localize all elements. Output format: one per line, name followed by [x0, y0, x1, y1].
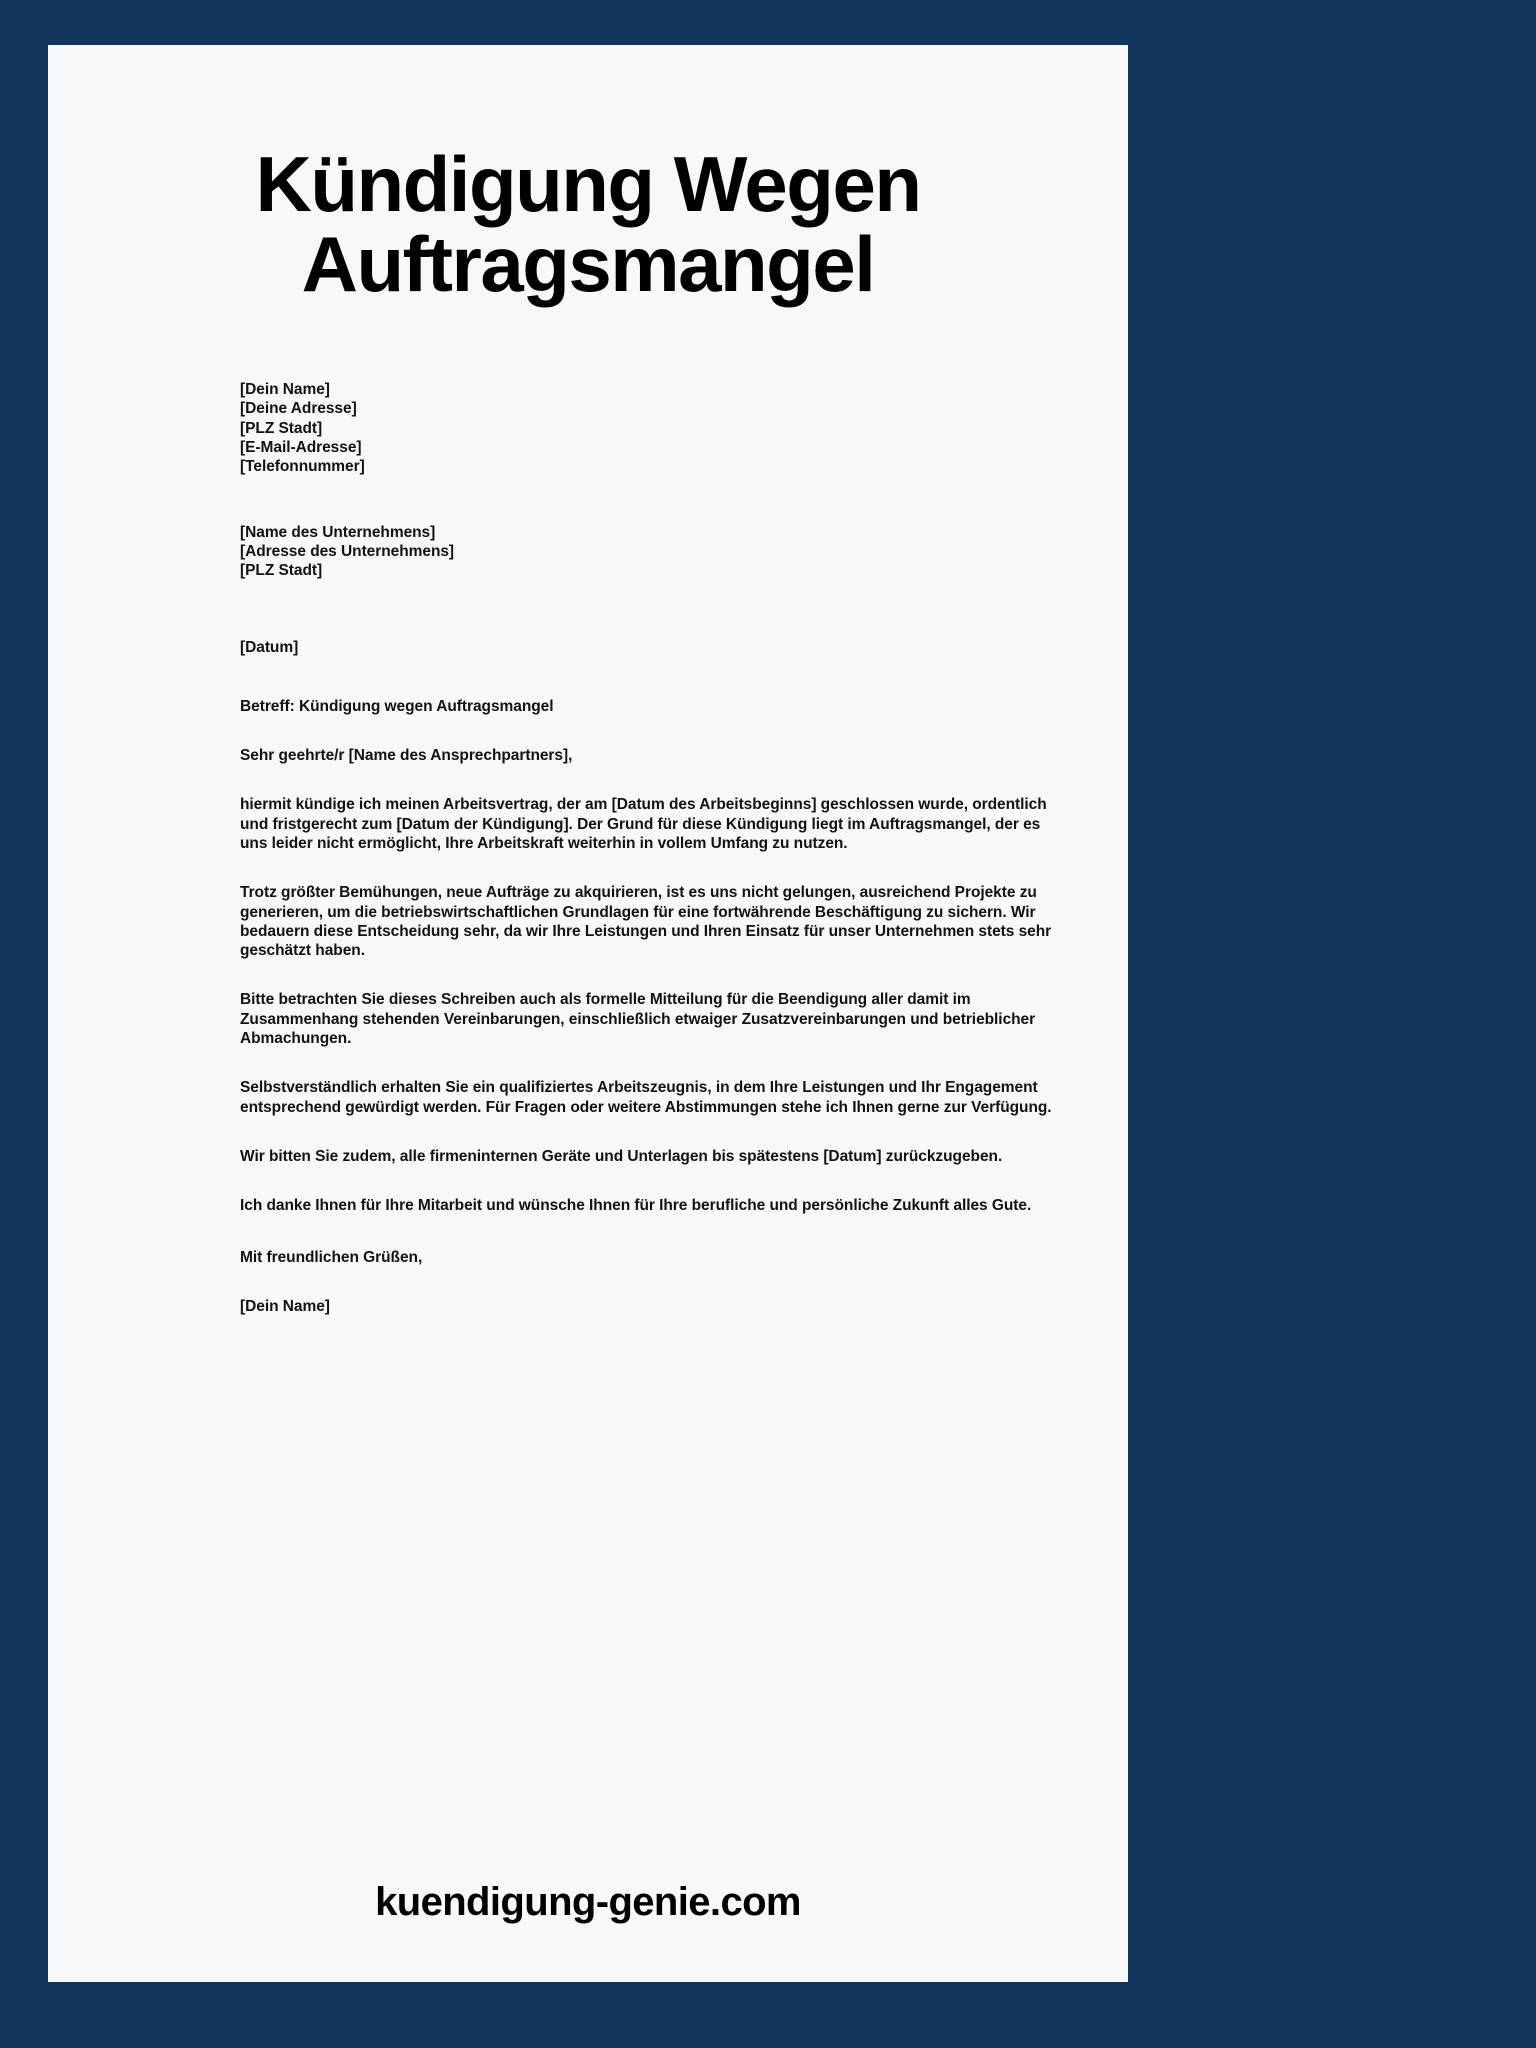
subject-text: Betreff: Kündigung wegen Auftragsmangel — [240, 697, 554, 715]
salutation — [240, 746, 1066, 765]
subject-line — [240, 697, 1066, 716]
recipient-address-block — [240, 523, 1066, 581]
closing-text: Mit freundlichen Grüßen, — [240, 1248, 423, 1266]
recipient-company-city: [PLZ Stadt] — [240, 562, 323, 580]
sender-phone: [Telefonnummer] — [240, 458, 365, 476]
sender-name: [Dein Name] — [240, 381, 330, 399]
body-paragraph-3: Bitte betrachten Sie dieses Schreiben auch als formelle Mitteilung für die Beendigung aller damit im Zusammenhang stehenden Vereinbarungen, einschließlich etwaiger Zusatzvereinbarungen und betrieblicher Abmachungen. — [240, 991, 1036, 1048]
salutation-text: Sehr geehrte/r [Name des Ansprechpartners], — [240, 747, 573, 765]
signature-block — [240, 1297, 1066, 1316]
document-card — [48, 45, 1128, 1982]
body-paragraph-1: hiermit kündige ich meinen Arbeitsvertrag, der am [Datum des Arbeitsbeginns] geschlossen wurde, ordentlich und fristgerecht zum [Datum der Kündigung]. Der Grund für diese Kündigung liegt im Auftragsmangel, der es uns leider nicht ermöglicht, Ihre Arbeitskraft weiterhin in vollem Umfang zu nutzen. — [240, 796, 1047, 852]
body-paragraph-4: Selbstverständlich erhalten Sie ein qualifiziertes Arbeitszeugnis, in dem Ihre Leistungen und Ihr Engagement entsprechend gewürdigt werden. Für Fragen oder weitere Abstimmungen stehe ich Ihnen gerne zur Verfügung. — [240, 1079, 1052, 1116]
body-paragraph-5: Wir bitten Sie zudem, alle firmeninternen Geräte und Unterlagen bis spätestens [Datum] zurückzugeben. — [240, 1147, 1003, 1165]
letter-body — [48, 380, 1128, 1316]
sender-street: [Deine Adresse] — [240, 400, 357, 418]
closing-greeting — [240, 1248, 1066, 1267]
page-title: Kündigung Wegen Auftragsmangel — [255, 140, 921, 308]
footer-brand: kuendigung-genie.com — [375, 1880, 801, 1924]
signature-text: [Dein Name] — [240, 1297, 330, 1315]
body-paragraph-6: Ich danke Ihnen für Ihre Mitarbeit und wünsche Ihnen für Ihre berufliche und persönliche Zukunft alles Gute. — [240, 1197, 1032, 1215]
sender-email: [E-Mail-Adresse] — [240, 438, 362, 456]
sender-city: [PLZ Stadt] — [240, 419, 323, 437]
recipient-company-street: [Adresse des Unternehmens] — [240, 542, 455, 560]
sender-address-block — [240, 380, 1066, 476]
recipient-company-name: [Name des Unternehmens] — [240, 523, 436, 541]
letter-date — [240, 638, 1066, 657]
date-value: [Datum] — [240, 639, 299, 657]
body-paragraph-2: Trotz größter Bemühungen, neue Aufträge zu akquirieren, ist es uns nicht gelungen, ausreichend Projekte zu generieren, um die betriebswirtschaftlichen Grundlagen für eine fortwährende Beschäftigung zu sichern. Wir bedauern diese Entscheidung sehr, da wir Ihre Leistungen und Ihren Einsatz für unser Unternehmen stets sehr geschätzt haben. — [240, 884, 1052, 960]
